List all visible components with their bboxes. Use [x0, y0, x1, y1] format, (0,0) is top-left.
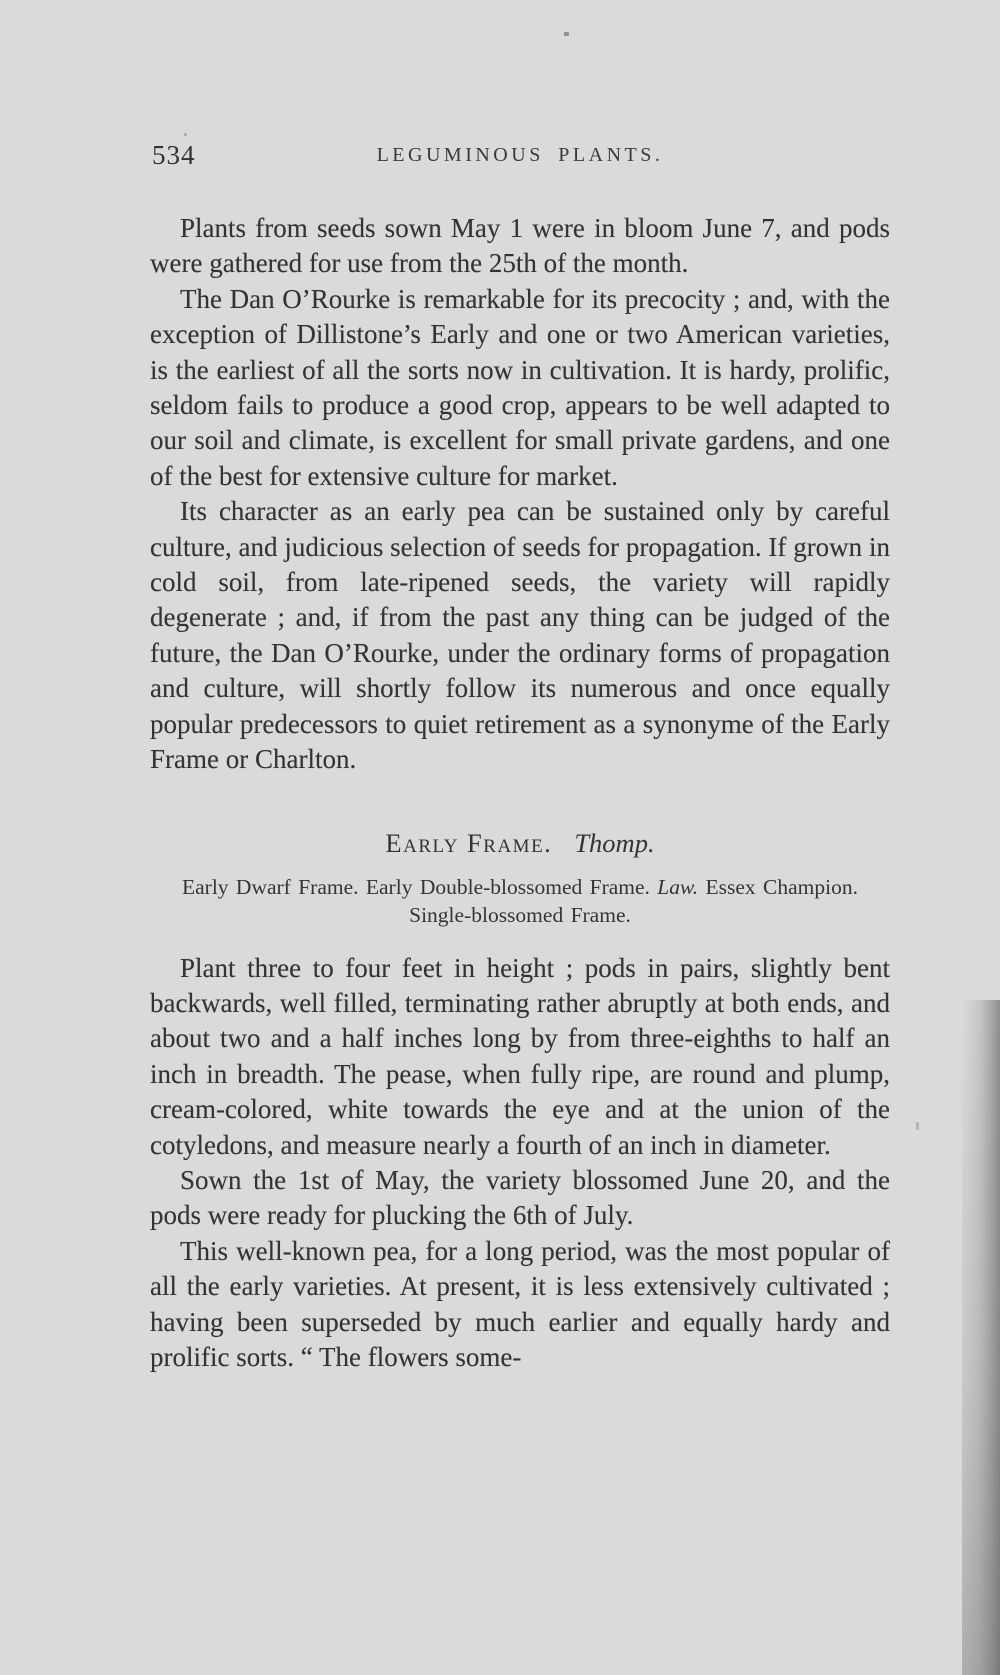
page-column — [150, 140, 890, 1375]
ink-speck — [564, 32, 569, 36]
species-name: Early Frame. — [385, 827, 553, 858]
lower-body-text — [150, 951, 890, 1376]
body-paragraph: Its character as an early pea can be sustained only by careful culture, and judicious selection of seeds for propagation. If grown in cold soil, from late-ripened seeds, the variety will rapidly degenerate ; and, if from the past any thing can be judged of the future, the Dan O’Rourke, under the ordinary forms of propagation and culture, will shortly follow its numerous and once equally popular predecessors to quiet retirement as a synonyme of the Early Frame or Charlton. — [150, 496, 890, 775]
running-head: LEGUMINOUS PLANTS. — [376, 144, 664, 166]
upper-body-text — [150, 211, 890, 778]
body-paragraph: Sown the 1st of May, the variety blossomed June 20, and the pods were ready for plucking the 6th of July. — [150, 1164, 890, 1231]
binding-shadow — [962, 1000, 1000, 1675]
running-header — [150, 140, 890, 174]
ink-speck — [916, 1122, 919, 1130]
body-paragraph: Plants from seeds sown May 1 were in bloom June 7, and pods were gathered for use from the 25th of the month. — [150, 213, 890, 279]
synonym-line — [155, 873, 885, 929]
body-paragraph: This well-known pea, for a long period, was the most popular of all the early varieties. At present, it is less extensively cultivated ; having been superseded by much earlier and equally hardy and prolific sorts. “ The flowers some- — [150, 1235, 890, 1372]
species-heading — [150, 828, 890, 859]
body-paragraph: Plant three to four feet in height ; pods in pairs, slightly bent backwards, well filled, terminating rather abruptly at both ends, and about two and a half inches long by from three-eighths to half an inch in breadth. The pease, when fully ripe, are round and plump, cream-colored, white towards the eye and at the union of the cotyledons, and measure nearly a fourth of an inch in diameter. — [150, 952, 890, 1160]
body-paragraph: The Dan O’Rourke is remarkable for its precocity ; and, with the exception of Dillistone’s Early and one or two American varieties, is the earliest of all the sorts now in cultivation. It is hardy, prolific, seldom fails to produce a good crop, appears to be well adapted to our soil and climate, is excellent for small private gardens, and one of the best for extensive culture for market. — [150, 283, 890, 491]
ink-speck — [184, 133, 187, 136]
synonym-text: Early Dwarf Frame. Early Double-blossomed Frame. — [181, 874, 658, 899]
synonym-authority: Law. — [657, 874, 699, 899]
synonym-text: Essex Champion. Single-blossomed Frame. — [409, 874, 858, 927]
page-number: 534 — [152, 140, 196, 170]
authority-name: Thomp. — [574, 827, 655, 858]
